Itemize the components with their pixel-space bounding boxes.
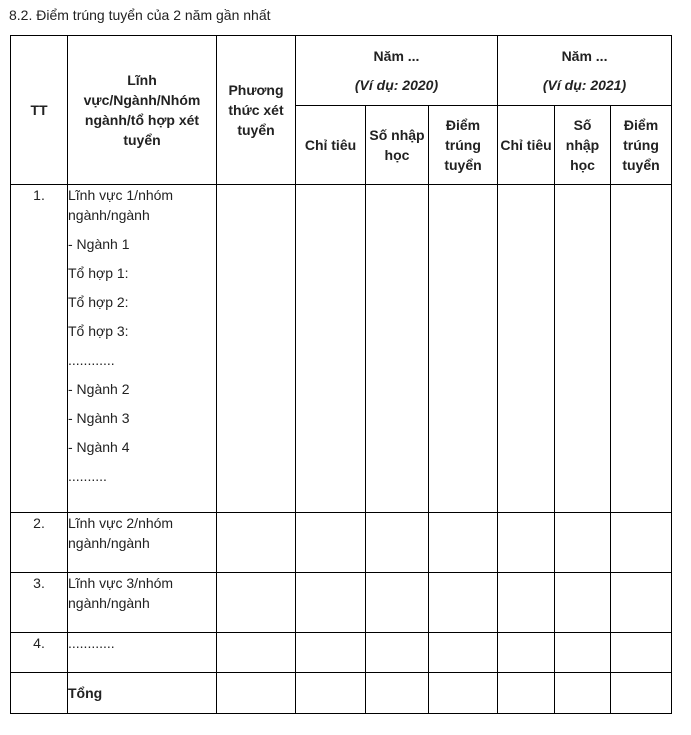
header-year-2-score: Điểm trúng tuyển (611, 106, 672, 185)
cell-y2-enrolled (555, 513, 611, 573)
field-line: ............ (68, 635, 115, 651)
table-row (11, 513, 672, 573)
field-line: - Ngành 3 (68, 410, 130, 426)
row-number: 2. (11, 513, 68, 573)
cell-y1-quota (296, 513, 366, 573)
cell-y1-quota (296, 185, 366, 513)
field-line: - Ngành 1 (68, 236, 130, 252)
cell-y2-quota (498, 573, 555, 633)
cell-y1-score (429, 633, 498, 673)
row-field (68, 513, 217, 573)
cell-y1-enrolled (366, 513, 429, 573)
cell-y1-enrolled (366, 185, 429, 513)
cell-method (217, 185, 296, 513)
cell-y2-score (611, 573, 672, 633)
field-line: Tổ hợp 2: (68, 294, 129, 310)
cell-method (217, 573, 296, 633)
cell-y1-quota (296, 673, 366, 714)
field-line: Lĩnh vực 2/nhóm ngành/ngành (68, 515, 174, 551)
total-tt-cell (11, 673, 68, 714)
field-line: Tổ hợp 3: (68, 323, 129, 339)
field-line: ............ (68, 352, 115, 368)
row-number: 4. (11, 633, 68, 673)
cell-method (217, 633, 296, 673)
cell-y1-quota (296, 573, 366, 633)
header-method: Phương thức xét tuyển (217, 36, 296, 185)
total-row (11, 673, 672, 714)
cell-y2-score (611, 673, 672, 714)
cell-y2-score (611, 633, 672, 673)
header-year-1-enrolled: Số nhập học (366, 106, 429, 185)
cell-y1-score (429, 513, 498, 573)
header-tt: TT (11, 36, 68, 185)
table-row (11, 633, 672, 673)
cell-y2-quota (498, 513, 555, 573)
cell-y1-score (429, 185, 498, 513)
total-label: Tổng (68, 673, 217, 714)
cell-y2-enrolled (555, 673, 611, 714)
row-field (68, 633, 217, 673)
cell-y1-score (429, 573, 498, 633)
field-line: - Ngành 4 (68, 439, 130, 455)
header-field: Lĩnh vực/Ngành/Nhóm ngành/tổ hợp xét tuyển (68, 36, 217, 185)
header-year-1-score: Điểm trúng tuyển (429, 106, 498, 185)
cell-method (217, 513, 296, 573)
cell-y2-quota (498, 185, 555, 513)
cell-y2-quota (498, 673, 555, 714)
cell-method (217, 673, 296, 714)
section-heading: 8.2. Điểm trúng tuyển của 2 năm gần nhất (9, 7, 271, 23)
cell-y2-score (611, 513, 672, 573)
row-field (68, 185, 217, 513)
cell-y1-quota (296, 633, 366, 673)
header-year-1 (296, 36, 498, 106)
table-row (11, 185, 672, 513)
cell-y2-enrolled (555, 573, 611, 633)
cell-y1-enrolled (366, 673, 429, 714)
year-1-example: (Ví dụ: 2020) (354, 77, 439, 93)
cell-y1-score (429, 673, 498, 714)
table-row (11, 573, 672, 633)
row-number: 3. (11, 573, 68, 633)
header-year-2 (498, 36, 672, 106)
cell-y2-quota (498, 633, 555, 673)
field-line: Lĩnh vực 3/nhóm ngành/ngành (68, 575, 174, 611)
header-year-2-quota: Chỉ tiêu (498, 106, 555, 185)
year-2-title: Năm ... (561, 48, 608, 64)
field-line: .......... (68, 468, 107, 484)
cell-y2-enrolled (555, 633, 611, 673)
cell-y1-enrolled (366, 573, 429, 633)
year-1-title: Năm ... (373, 48, 420, 64)
cell-y2-enrolled (555, 185, 611, 513)
cell-y1-enrolled (366, 633, 429, 673)
cell-y2-score (611, 185, 672, 513)
admission-score-table (10, 35, 672, 714)
header-year-1-quota: Chỉ tiêu (296, 106, 366, 185)
field-line: Lĩnh vực 1/nhóm ngành/ngành (68, 187, 174, 223)
row-number: 1. (11, 185, 68, 513)
header-year-2-enrolled: Số nhập học (555, 106, 611, 185)
field-line: - Ngành 2 (68, 381, 130, 397)
year-2-example: (Ví dụ: 2021) (542, 77, 627, 93)
row-field (68, 573, 217, 633)
field-line: Tổ hợp 1: (68, 265, 129, 281)
